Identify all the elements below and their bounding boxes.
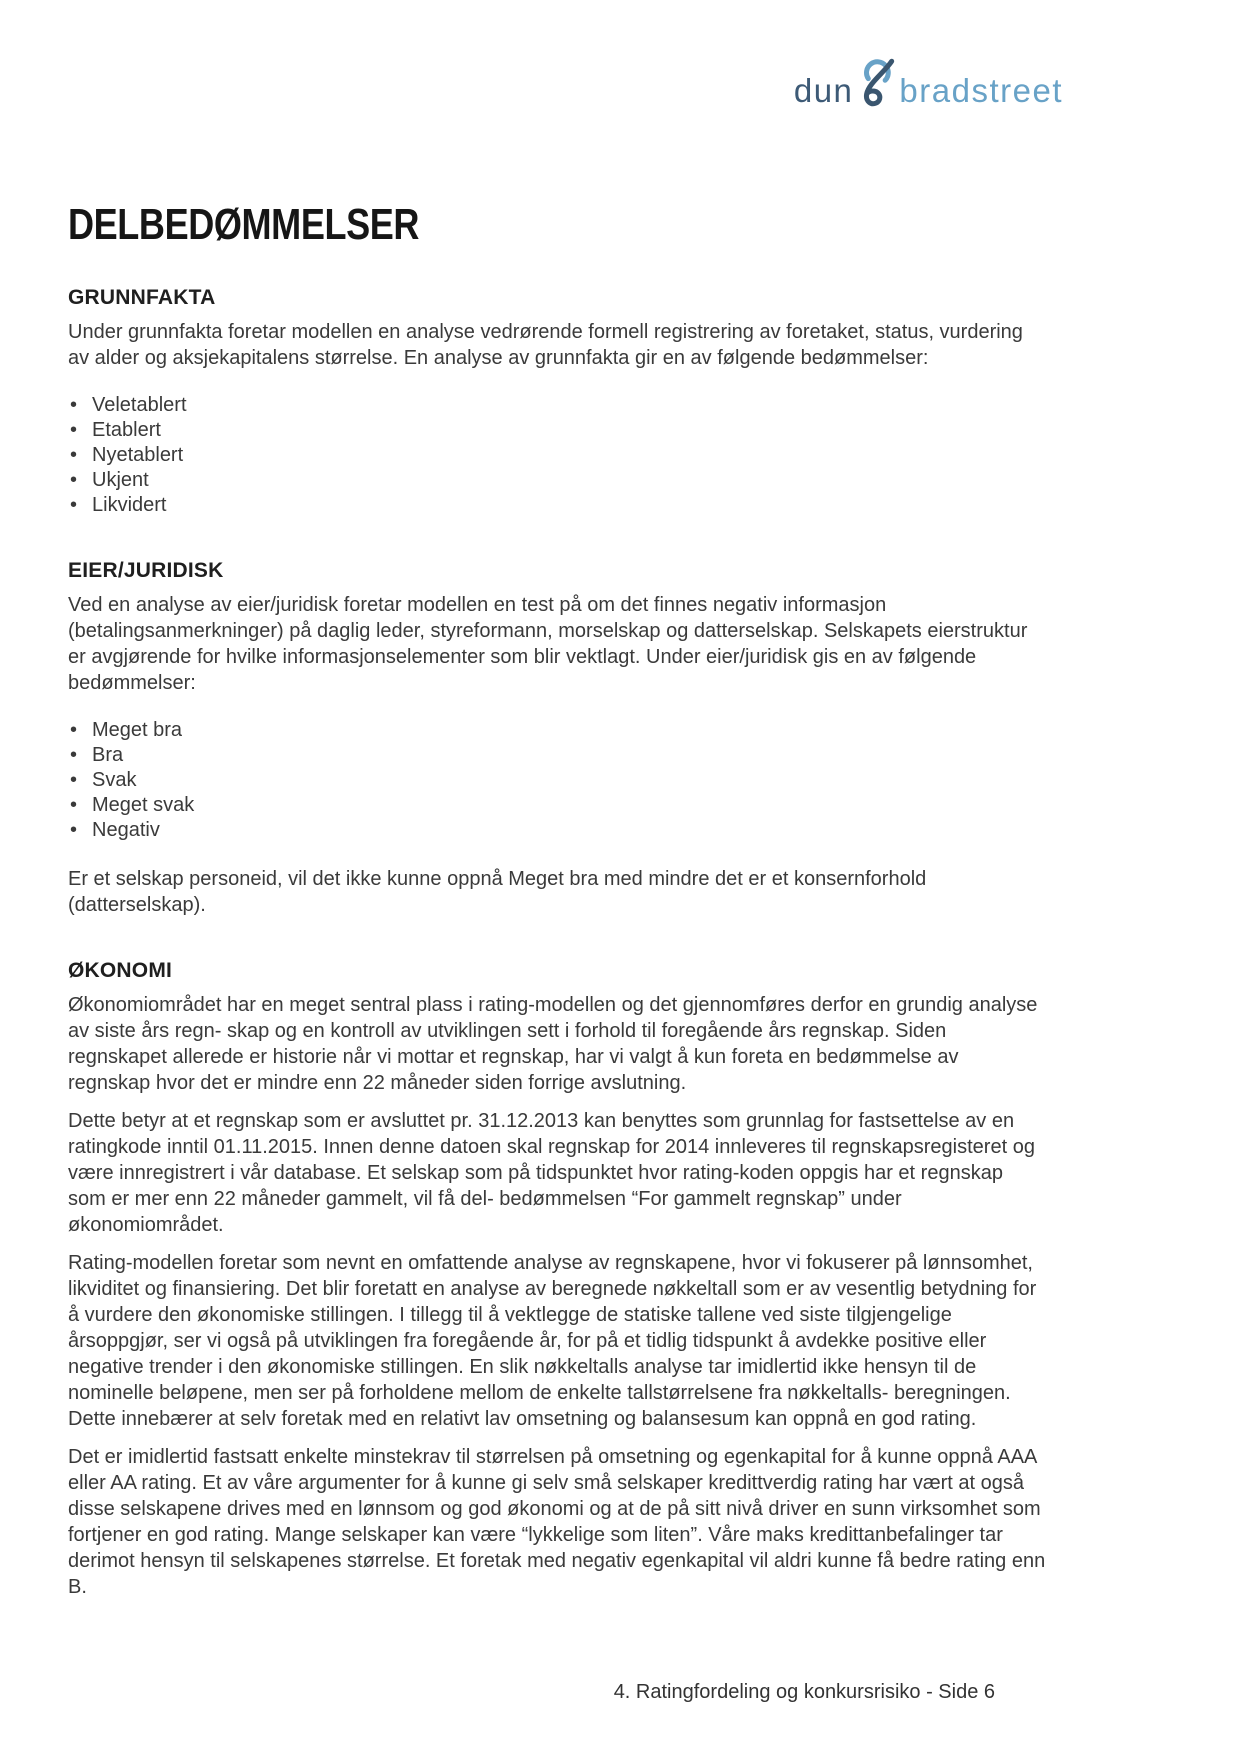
list-item: • Likvidert <box>68 493 1046 518</box>
list-item: • Nyetablert <box>68 443 1046 468</box>
section-heading-eier-juridisk: EIER/JURIDISK <box>68 559 224 582</box>
section-eier-juridisk <box>68 559 1046 918</box>
list-item: • Meget bra <box>68 718 1046 743</box>
section-okonomi <box>68 959 1046 1600</box>
section-heading-okonomi: ØKONOMI <box>68 959 173 982</box>
bullet-list-grunnfakta <box>68 393 1046 518</box>
okonomi-paragraph-2: Dette betyr at et regnskap som er avsluttet pr. 31.12.2013 kan benyttes som grunnlag for fastsettelse av en ratingkode inntil 01.11.2015. Innen denne datoen skal regnskap for 2014 innleveres til regnskapsregisteret og være innregistrert i vår database. Et selskap som på tidspunktet hvor rating-koden oppgis har et regnskap som er mer enn 22 måneder gammelt, vil få del- bedømmelsen “For gammelt regnskap” under økonomiområdet. <box>68 1110 1035 1236</box>
section-intro-eier-juridisk: Ved en analyse av eier/juridisk foretar modellen en test på om det finnes negativ informasjon (betalingsanmerkninger) på daglig leder, styreformann, morselskap og datterselskap. Selskapets eierstruktur er avgjørende for hvilke informasjonselementer som blir vektlagt. Under eier/juridisk gis en av følgende bedømmelser: <box>68 594 1028 694</box>
page-title: DELBEDØMMELSER <box>68 200 420 249</box>
dnb-logo <box>794 68 1063 113</box>
list-item: • Meget svak <box>68 793 1046 818</box>
list-item: • Etablert <box>68 418 1046 443</box>
section-grunnfakta <box>68 286 1046 518</box>
section-intro-grunnfakta: Under grunnfakta foretar modellen en analyse vedrørende formell registrering av foretaket, status, vurdering av alder og aksjekapitalens størrelse. En analyse av grunnfakta gir en av følgende bedømmelser: <box>68 321 1023 369</box>
okonomi-paragraph-3: Rating-modellen foretar som nevnt en omfattende analyse av regnskapene, hvor vi fokuserer på lønnsomhet, likviditet og finansiering. Det blir foretatt en analyse av beregnede nøkkeltall som er av vesentlig betydning for å vurdere den økonomiske stillingen. I tillegg til å vektlegge de statiske tallene ved siste tilgjengelige årsoppgjør, ser vi også på utviklingen fra foregående år, for på et tidlig tidspunkt å avdekke positive eller negative trender i den økonomiske stillingen. En slik nøkkeltalls analyse tar imidlertid ikke hensyn til de nominelle beløpene, men ser på forholdene mellom de enkelte tallstørrelsene fra nøkkeltalls- beregningen. Dette innebærer at selv foretak med en relativt lav omsetning og balansesum kan oppnå en god rating. <box>68 1252 1037 1430</box>
section-heading-grunnfakta: GRUNNFAKTA <box>68 286 216 309</box>
ampersand-icon <box>856 58 898 113</box>
list-item: • Svak <box>68 768 1046 793</box>
page-footer: 4. Ratingfordeling og konkursrisiko - Side 6 <box>613 1681 995 1703</box>
okonomi-paragraph-1: Økonomiområdet har en meget sentral plass i rating-modellen og det gjennomføres derfor en grundig analyse av siste års regn- skap og en kontroll av utviklingen sett i forhold til foregående års regnskap. Siden regnskapet allerede er historie når vi mottar et regnskap, har vi valgt å kun foreta en bedømmelse av regnskap hvor det er mindre enn 22 måneder siden forrige avslutning. <box>68 994 1038 1094</box>
list-item: • Negativ <box>68 818 1046 843</box>
logo-text-dun: dun <box>793 72 854 109</box>
logo-text-bradstreet: bradstreet <box>899 72 1063 109</box>
bullet-list-eier-juridisk <box>68 718 1046 843</box>
section-note-eier-juridisk: Er et selskap personeid, vil det ikke kunne oppnå Meget bra med mindre det er et konsernforhold (datterselskap). <box>68 868 927 916</box>
document-body <box>68 200 1046 1612</box>
list-item: • Veletablert <box>68 393 1046 418</box>
list-item: • Bra <box>68 743 1046 768</box>
list-item: • Ukjent <box>68 468 1046 493</box>
okonomi-paragraph-4: Det er imidlertid fastsatt enkelte minstekrav til størrelsen på omsetning og egenkapital for å kunne oppnå AAA eller AA rating. Et av våre argumenter for å kunne gi selv små selskaper kredittverdig rating har vært at også disse selskapene drives med en lønnsom og god økonomi og at de på sitt nivå driver en sunn virksomhet som fortjener en god rating. Mange selskaper kan være “lykkelige som liten”. Våre maks kredittanbefalinger tar derimot hensyn til selskapenes størrelse. Et foretak med negativ egenkapital vil aldri kunne få bedre rating enn B. <box>68 1446 1046 1598</box>
